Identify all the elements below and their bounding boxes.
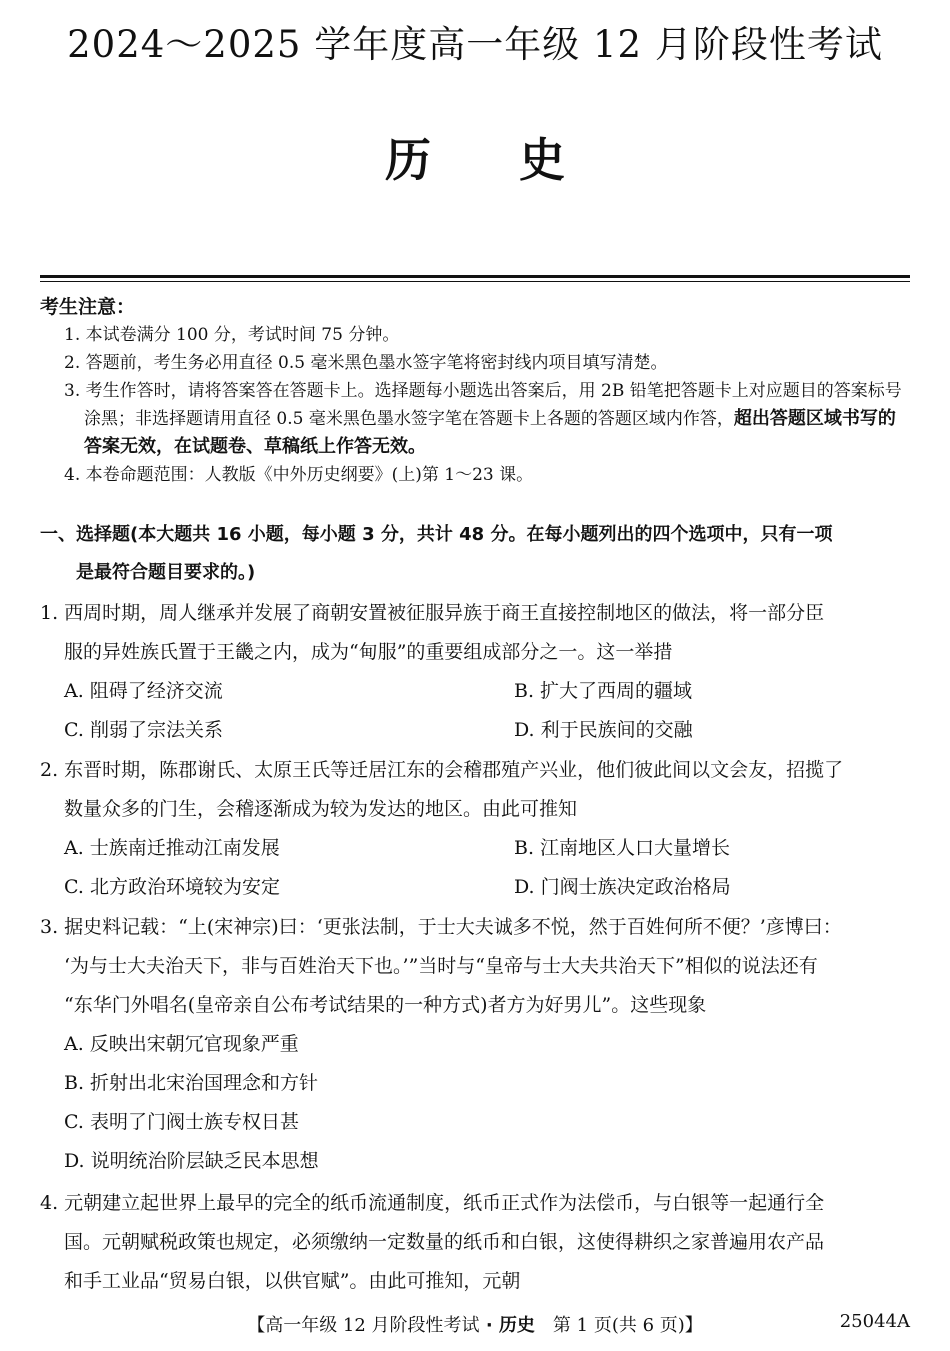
stem-line: ‘为与士大夫治天下，非与百姓治天下也。’”当时与“皇帝与士大夫共治天下”相似的说法还有	[64, 955, 818, 977]
options	[40, 829, 915, 907]
option-a: A. 士族南迁推动江南发展	[64, 837, 280, 859]
notice-item-4: 4. 本卷命题范围：人教版《中外历史纲要》(上)第 1～23 课。	[64, 465, 534, 485]
section-heading	[40, 516, 916, 592]
option-c: C. 北方政治环境较为安定	[64, 876, 280, 898]
footer-dot: ·	[479, 1315, 499, 1336]
subject-title	[0, 124, 950, 190]
question-2	[40, 751, 915, 907]
stem-line: 和手工业品“贸易白银，以供官赋”。由此可推知，元朝	[64, 1270, 521, 1292]
option-c: C. 表明了门阀士族专权日甚	[64, 1111, 299, 1133]
option-d: D. 利于民族间的交融	[514, 719, 693, 741]
option-b: B. 折射出北宋治国理念和方针	[64, 1072, 319, 1094]
notice-item-2: 2. 答题前，考生务必用直径 0.5 毫米黑色墨水签字笔将密封线内项目填写清楚。	[64, 353, 668, 373]
question-3	[40, 908, 915, 1181]
footer-subject: 历史	[498, 1315, 535, 1336]
option-a: A. 反映出宋朝冗官现象严重	[64, 1033, 299, 1055]
header-divider-thick	[40, 275, 910, 278]
stem-line: 国。元朝赋税政策也规定，必须缴纳一定数量的纸币和白银，这使得耕织之家普遍用农产品	[64, 1231, 825, 1253]
question-stem	[40, 908, 915, 1025]
subject-char-1: 历	[385, 133, 431, 187]
options	[40, 672, 915, 750]
footer-exam-name: 高一年级 12 月阶段性考试	[265, 1315, 480, 1336]
option-b: B. 江南地区人口大量增长	[514, 837, 731, 859]
option-b: B. 扩大了西周的疆域	[514, 680, 693, 702]
footer-page-info: 第 1 页(共 6 页)	[534, 1315, 685, 1336]
option-d: D. 说明统治阶层缺乏民本思想	[64, 1150, 319, 1172]
options	[40, 1025, 915, 1181]
stem-line: “东华门外唱名(皇帝亲自公布考试结果的一种方式)者方为好男儿”。这些现象	[64, 994, 707, 1016]
stem-line: 数量众多的门生，会稽逐渐成为较为发达的地区。由此可推知	[64, 798, 578, 820]
stem-line: 1. 西周时期，周人继承并发展了商朝安置被征服异族于商王直接控制地区的做法，将一部分臣	[40, 602, 825, 624]
notice-heading: 考生注意：	[40, 296, 136, 318]
section-heading-line-2: 是最符合题目要求的。)	[76, 562, 256, 583]
candidate-notice	[40, 292, 912, 489]
footer-right-bracket: 】	[684, 1315, 703, 1336]
option-d: D. 门阀士族决定政治格局	[514, 876, 731, 898]
stem-line: 2. 东晋时期，陈郡谢氏、太原王氏等迁居江东的会稽郡殖产兴业，他们彼此间以文会友，招揽了	[40, 759, 844, 781]
question-4	[40, 1184, 915, 1301]
option-a: A. 阻碍了经济交流	[64, 680, 223, 702]
exam-title: 2024～2025 学年度高一年级 12 月阶段性考试	[67, 23, 883, 66]
header-divider-thin	[40, 281, 910, 282]
option-c: C. 削弱了宗法关系	[64, 719, 223, 741]
question-stem	[40, 1184, 915, 1301]
notice-item-3-text: 3. 考生作答时，请将答案答在答题卡上。选择题每小题选出答案后，用 2B 铅笔把答题卡上对应题目的答案标号涂黑；非选择题请用直径 0.5 毫米黑色墨水签字笔在答题卡上各题的答题区域内作答，	[64, 381, 902, 429]
stem-line: 3. 据史料记载：“上(宋神宗)曰：‘更张法制，于士大夫诚多不悦，然于百姓何所不便？’彦博曰：	[40, 916, 842, 938]
notice-item-3	[40, 377, 912, 461]
notice-item-3-emphasis: 超出答题区域书写的答案无效，在试题卷、草稿纸上作答无效。	[84, 408, 896, 457]
footer-paper-code: 25044A	[839, 1311, 910, 1332]
stem-line: 服的异姓族氏置于王畿之内，成为“甸服”的重要组成部分之一。这一举措	[64, 641, 673, 663]
section-heading-line-1: 一、选择题(本大题共 16 小题，每小题 3 分，共计 48 分。在每小题列出的四个选项中，只有一项	[40, 524, 833, 545]
notice-item-1: 1. 本试卷满分 100 分，考试时间 75 分钟。	[64, 325, 400, 345]
question-stem	[40, 594, 915, 672]
question-1	[40, 594, 915, 750]
footer-left-bracket: 【	[247, 1315, 266, 1336]
subject-char-2: 史	[519, 133, 565, 187]
stem-line: 4. 元朝建立起世界上最早的完全的纸币流通制度，纸币正式作为法偿币，与白银等一起通行全	[40, 1192, 825, 1214]
footer-exam-info	[0, 1311, 950, 1337]
question-stem	[40, 751, 915, 829]
